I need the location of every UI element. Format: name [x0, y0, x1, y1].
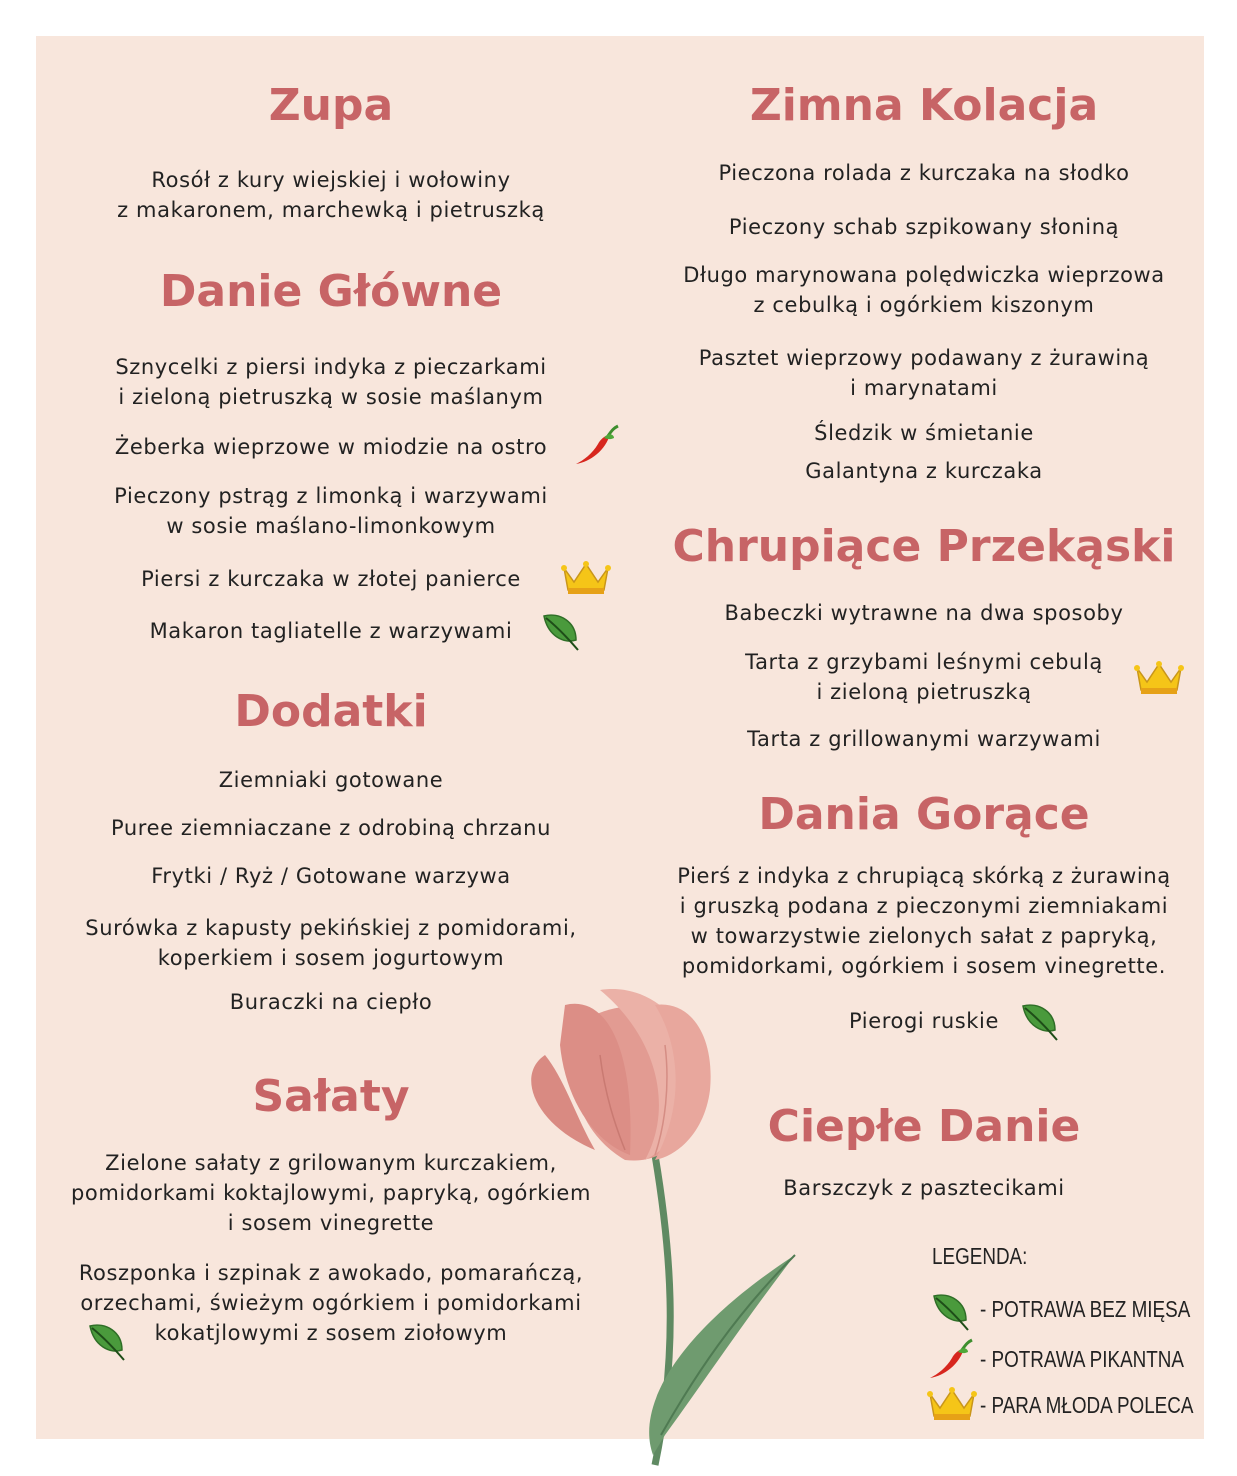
dodatki-item-5: Buraczki na ciepło	[229, 990, 433, 1014]
zimna-kolacja-item-3-line-1: Długo marynowana polędwiczka wieprzowa	[683, 263, 1165, 287]
chili-icon	[570, 424, 620, 468]
leaf-icon	[930, 1290, 972, 1332]
danie-glowne-item-2: Żeberka wieprzowe w miodzie na ostro	[114, 435, 548, 459]
zimna-kolacja-item-5: Śledzik w śmietanie	[814, 421, 1034, 445]
heading-dodatki: Dodatki	[234, 686, 428, 737]
zupa-line-1: Rosół z kury wiejskiej i wołowiny	[151, 168, 511, 192]
dania-gorace-item-1-line-4: pomidorkami, ogórkiem i sosem vinegrette.	[681, 954, 1167, 978]
salaty-item-1-line-2: pomidorkami koktajlowymi, papryką, ogórkiem	[71, 1181, 591, 1205]
chrupiace-item-1: Babeczki wytrawne na dwa sposoby	[724, 601, 1124, 625]
dodatki-item-2: Puree ziemniaczane z odrobiną chrzanu	[111, 816, 551, 840]
danie-glowne-item-1-line-1: Sznycelki z piersi indyka z pieczarkami	[115, 355, 547, 379]
legend-item-recommended: - PARA MŁODA POLECA	[980, 1392, 1194, 1418]
crown-icon	[1133, 660, 1185, 696]
salaty-item-1-line-3: i sosem vinegrette	[227, 1211, 435, 1235]
heading-salaty: Sałaty	[252, 1071, 410, 1122]
crown-icon	[560, 560, 612, 596]
heading-dania-gorace: Dania Gorące	[758, 789, 1090, 840]
leaf-icon	[1019, 1000, 1061, 1042]
zimna-kolacja-item-4-line-2: i marynatami	[850, 376, 998, 400]
leaf-icon	[86, 1320, 128, 1362]
dodatki-item-4-line-1: Surówka z kapusty pekińskiej z pomidorami,	[85, 916, 577, 940]
leaf-icon	[540, 610, 582, 652]
zimna-kolacja-item-1: Pieczona rolada z kurczaka na słodko	[718, 161, 1130, 185]
zimna-kolacja-item-4-line-1: Pasztet wieprzowy podawany z żurawiną	[698, 346, 1150, 370]
danie-glowne-item-4: Piersi z kurczaka w złotej panierce	[141, 567, 521, 591]
cieple-danie-item-1: Barszczyk z pasztecikami	[783, 1176, 1065, 1200]
legend-title: LEGENDA:	[932, 1243, 1028, 1269]
legend-item-spicy: - POTRAWA PIKANTNA	[980, 1346, 1185, 1372]
chrupiace-item-2-line-2: i zieloną pietruszką	[816, 680, 1032, 704]
dania-gorace-item-1-line-3: w towarzystwie zielonych sałat z papryką,	[690, 924, 1158, 948]
chrupiace-item-2-line-1: Tarta z grzybami leśnymi cebulą	[745, 650, 1103, 674]
dodatki-item-1: Ziemniaki gotowane	[218, 768, 444, 792]
chili-icon	[924, 1338, 974, 1382]
dania-gorace-item-2: Pierogi ruskie	[848, 1009, 1000, 1033]
dania-gorace-item-1-line-2: i gruszką podana z pieczonymi ziemniakami	[679, 894, 1169, 918]
danie-glowne-item-1-line-2: i zieloną pietruszką w sosie maślanym	[118, 385, 544, 409]
dania-gorace-item-1-line-1: Pierś z indyka z chrupiącą skórką z żurawiną	[677, 864, 1171, 888]
chrupiace-item-3: Tarta z grillowanymi warzywami	[747, 727, 1101, 751]
salaty-item-2-line-2: orzechami, świeżym ogórkiem i pomidorkami	[80, 1291, 582, 1315]
heading-danie-glowne: Danie Główne	[159, 266, 503, 317]
crown-icon	[926, 1386, 978, 1422]
dodatki-item-4-line-2: koperkiem i sosem jogurtowym	[157, 946, 505, 970]
heading-cieple-danie: Ciepłe Danie	[767, 1101, 1081, 1152]
zimna-kolacja-item-3-line-2: z cebulką i ogórkiem kiszonym	[753, 293, 1095, 317]
legend-item-vegetarian: - POTRAWA BEZ MIĘSA	[980, 1296, 1191, 1322]
zupa-line-2: z makaronem, marchewką i pietruszką	[117, 198, 545, 222]
danie-glowne-item-3-line-2: w sosie maślano-limonkowym	[166, 514, 496, 538]
salaty-item-2-line-3: kokatjlowymi z sosem ziołowym	[154, 1321, 508, 1345]
dodatki-item-3: Frytki / Ryż / Gotowane warzywa	[151, 864, 511, 888]
zimna-kolacja-item-6: Galantyna z kurczaka	[805, 459, 1043, 483]
heading-chrupiace-przekaski: Chrupiące Przekąski	[672, 521, 1176, 572]
danie-glowne-item-5: Makaron tagliatelle z warzywami	[149, 619, 513, 643]
danie-glowne-item-3-line-1: Pieczony pstrąg z limonką i warzywami	[114, 484, 548, 508]
heading-zupa: Zupa	[268, 80, 394, 131]
heading-zimna-kolacja: Zimna Kolacja	[749, 80, 1099, 131]
salaty-item-2-line-1: Roszponka i szpinak z awokado, pomarańczą,	[78, 1261, 584, 1285]
salaty-item-1-line-1: Zielone sałaty z grilowanym kurczakiem,	[105, 1151, 557, 1175]
zimna-kolacja-item-2: Pieczony schab szpikowany słoniną	[728, 215, 1120, 239]
